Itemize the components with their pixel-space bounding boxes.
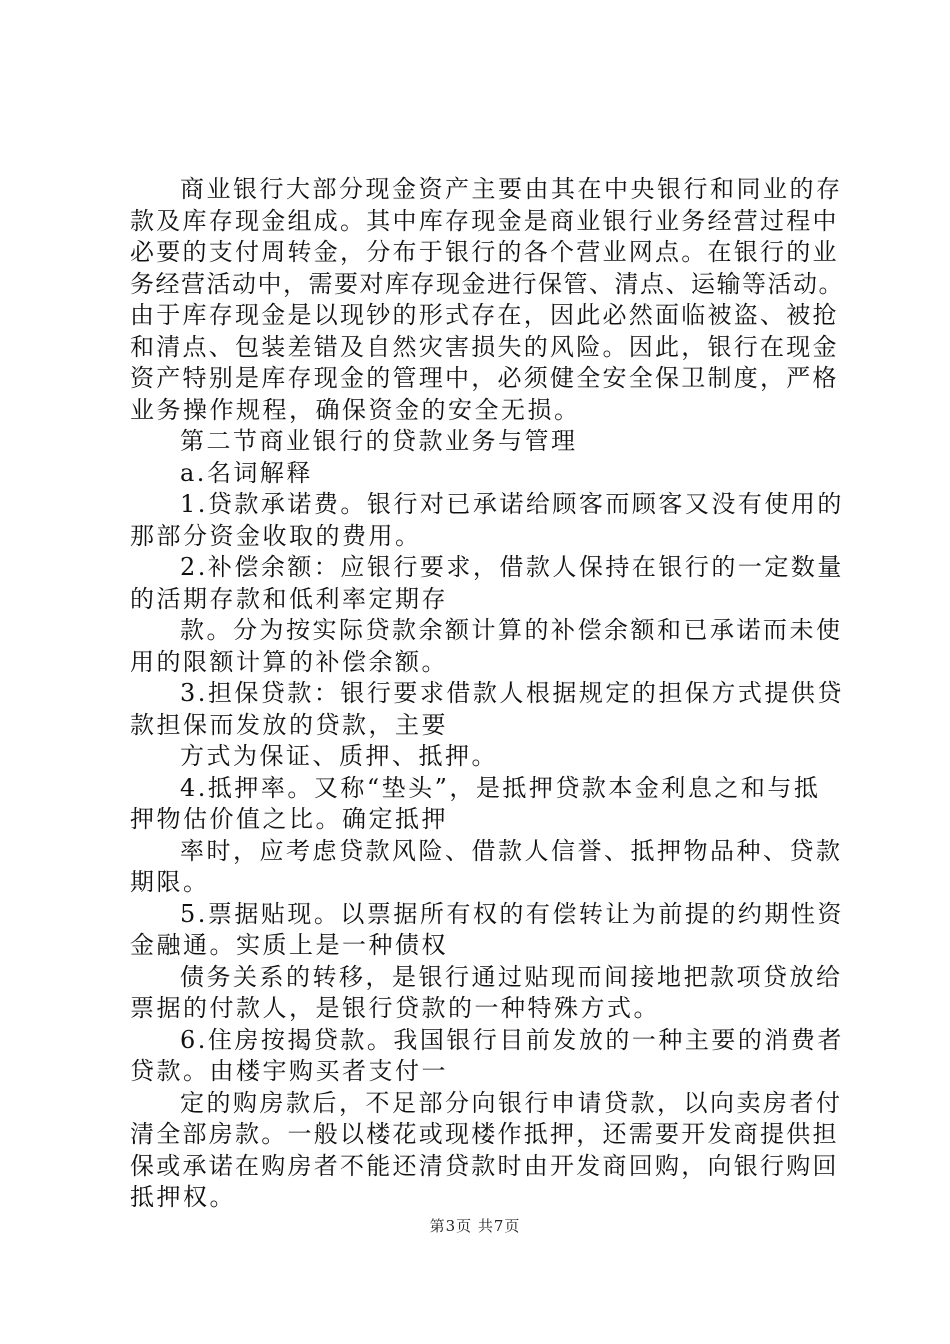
text-line: 必要的支付周转金，分布于银行的各个营业网点。在银行的业 — [130, 238, 839, 266]
text-line: 由于库存现金是以现钞的形式存在，因此必然面临被盗、被抢 — [130, 301, 839, 329]
text-line: 6.住房按揭贷款。我国银行目前发放的一种主要的消费者 — [180, 1025, 844, 1054]
text-line: 5.票据贴现。以票据所有权的有偿转让为前提的约期性资 — [180, 899, 844, 928]
text-line: 1.贷款承诺费。银行对已承诺给顾客而顾客又没有使用的 — [180, 490, 844, 518]
text-line: 贷款。由楼宇购买者支付一 — [130, 1057, 448, 1085]
text-line: 抵押权。 — [130, 1183, 236, 1211]
text-line: 率时，应考虑贷款风险、借款人信誉、抵押物品种、贷款 — [180, 836, 843, 865]
text-line: 的活期存款和低利率定期存 — [130, 584, 448, 613]
text-line: 债务关系的转移，是银行通过贴现而间接地把款项贷放给 — [180, 962, 843, 991]
text-line: 款担保而发放的贷款，主要 — [130, 710, 448, 739]
text-line: 业务操作规程，确保资金的安全无损。 — [130, 395, 581, 424]
document-body — [130, 174, 845, 1214]
text-line: 资产特别是库存现金的管理中，必须健全安全保卫制度，严格 — [130, 364, 839, 392]
text-line: 那部分资金收取的费用。 — [130, 521, 422, 550]
text-line: 用的限额计算的补偿余额。 — [130, 647, 448, 676]
text-line: 票据的付款人，是银行贷款的一种特殊方式。 — [130, 994, 660, 1022]
text-line: 金融通。实质上是一种债权 — [130, 931, 448, 959]
text-line: 款及库存现金组成。其中库存现金是商业银行业务经营过程中 — [130, 206, 839, 235]
text-line: 方式为保证、质押、抵押。 — [180, 742, 498, 770]
text-line: 清全部房款。一般以楼花或现楼作抵押，还需要开发商提供担 — [130, 1120, 839, 1148]
text-line: 期限。 — [130, 868, 210, 896]
text-line: 款。分为按实际贷款余额计算的补偿余额和已承诺而未使 — [180, 616, 843, 644]
text-line: 商业银行大部分现金资产主要由其在中央银行和同业的存 — [180, 175, 843, 203]
text-line: 保或承诺在购房者不能还清贷款时由开发商回购，向银行购回 — [130, 1151, 839, 1180]
text-line: 押物估价值之比。确定抵押 — [130, 805, 448, 833]
text-line: 定的购房款后，不足部分向银行申请贷款，以向卖房者付 — [180, 1088, 843, 1117]
text-line: 和清点、包装差错及自然灾害损失的风险。因此，银行在现金 — [130, 332, 839, 361]
text-line: 2.补偿余额：应银行要求，借款人保持在银行的一定数量 — [180, 553, 844, 581]
text-line: 4.抵押率。又称“垫头”，是抵押贷款本金利息之和与抵 — [180, 773, 821, 802]
text-line: 务经营活动中，需要对库存现金进行保管、清点、运输等活动。 — [130, 269, 844, 298]
text-line: 3.担保贷款：银行要求借款人根据规定的担保方式提供贷 — [180, 679, 844, 707]
text-line: a.名词解释 — [180, 458, 313, 487]
page-footer: 第3页 共7页 — [429, 1217, 521, 1235]
text-line: 第二节商业银行的贷款业务与管理 — [180, 427, 578, 455]
